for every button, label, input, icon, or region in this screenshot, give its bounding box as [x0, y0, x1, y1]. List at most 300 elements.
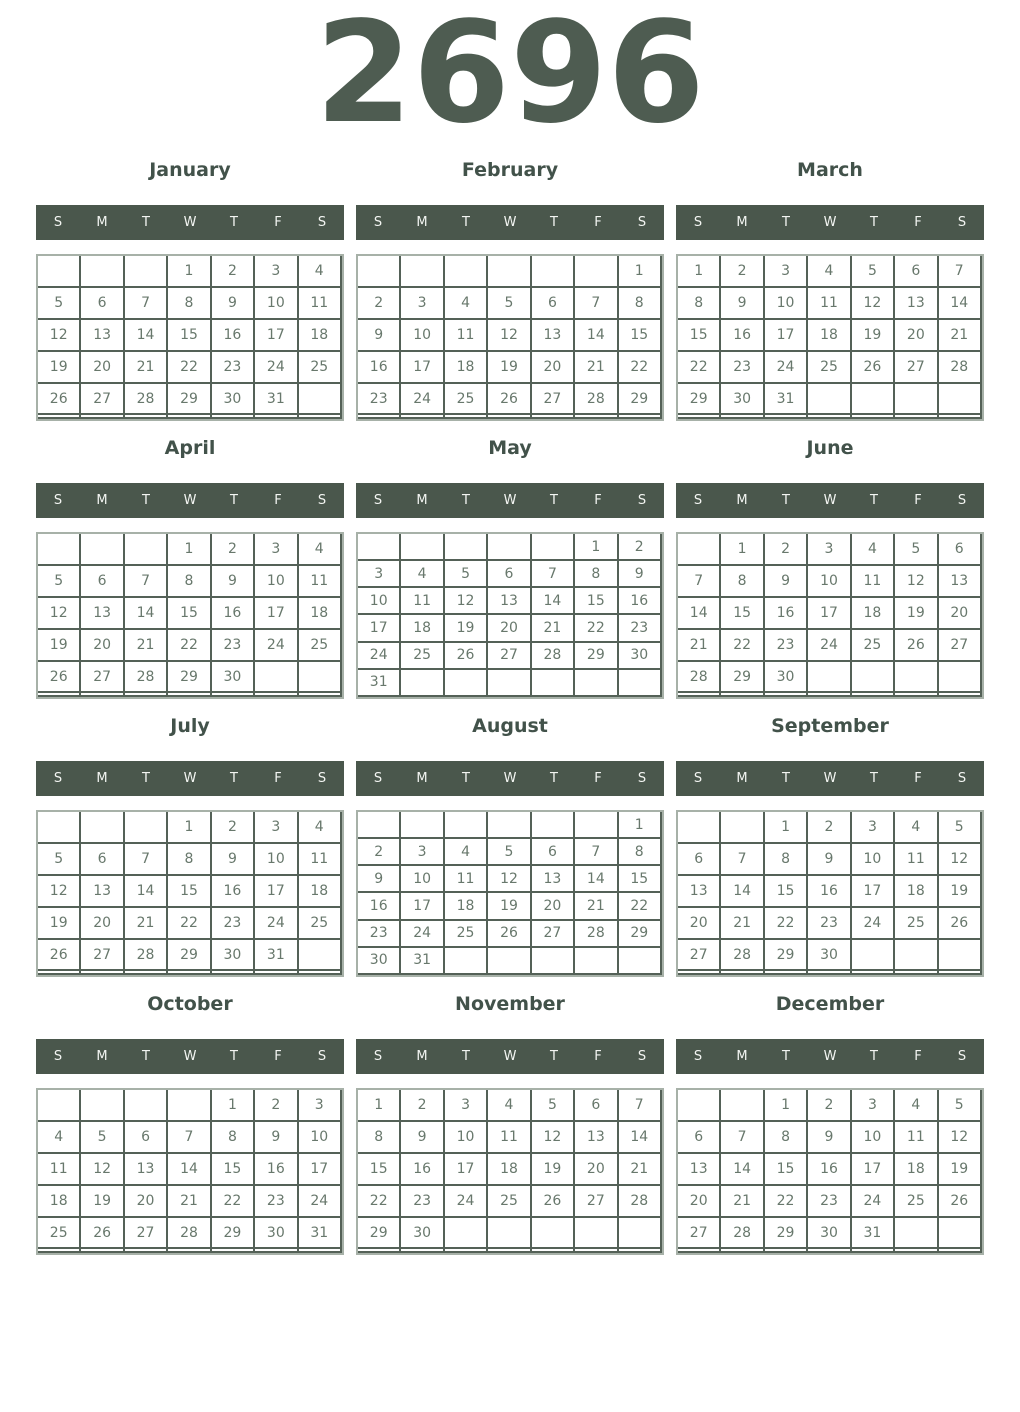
- day-cell: 23: [808, 1186, 851, 1218]
- day-cell: 3: [852, 1090, 895, 1122]
- weekday-label: F: [274, 215, 282, 230]
- empty-day-cell: [852, 384, 895, 416]
- week-row: [678, 908, 982, 940]
- day-cell: 8: [619, 839, 662, 866]
- day-cell: 4: [808, 256, 851, 288]
- day-cell: 19: [895, 598, 938, 630]
- day-cell: 1: [765, 812, 808, 844]
- weekday-label: M: [416, 1049, 428, 1064]
- month-date-grid: [36, 532, 344, 699]
- week-row: [678, 812, 982, 844]
- day-cell: 7: [678, 566, 721, 598]
- day-cell: 26: [38, 384, 81, 416]
- day-cell: 17: [401, 893, 444, 920]
- day-cell: 29: [168, 940, 211, 972]
- weekday-label: S: [957, 1049, 967, 1064]
- month-date-grid: [356, 1088, 664, 1255]
- day-cell: 21: [939, 320, 982, 352]
- empty-day-cell: [939, 384, 982, 416]
- week-row: [358, 893, 662, 920]
- empty-day-cell: [532, 948, 575, 975]
- empty-day-cell: [168, 693, 211, 697]
- weekday-label: M: [736, 771, 748, 786]
- empty-day-cell: [575, 670, 618, 697]
- day-cell: 14: [678, 598, 721, 630]
- month-date-grid-body: [358, 534, 662, 697]
- day-cell: 15: [168, 876, 211, 908]
- day-cell: 18: [401, 615, 444, 642]
- day-cell: 30: [721, 384, 764, 416]
- day-cell: 3: [255, 812, 298, 844]
- week-row: [678, 415, 982, 419]
- empty-day-cell: [299, 384, 342, 416]
- empty-day-cell: [358, 812, 401, 839]
- day-cell: 4: [895, 812, 938, 844]
- day-cell: 23: [212, 908, 255, 940]
- day-cell: 13: [81, 876, 124, 908]
- day-cell: 14: [575, 866, 618, 893]
- empty-day-cell: [895, 662, 938, 694]
- day-cell: 11: [445, 866, 488, 893]
- day-cell: 19: [532, 1154, 575, 1186]
- day-cell: 26: [852, 352, 895, 384]
- month-title: December: [775, 993, 885, 1015]
- empty-day-cell: [358, 534, 401, 561]
- week-row: [358, 288, 662, 320]
- weekday-label: T: [230, 215, 238, 230]
- day-cell: 27: [81, 940, 124, 972]
- day-cell: 16: [619, 588, 662, 615]
- weekday-label: S: [317, 1049, 327, 1064]
- day-cell: 7: [721, 844, 764, 876]
- day-cell: 20: [678, 908, 721, 940]
- day-cell: 4: [895, 1090, 938, 1122]
- empty-day-cell: [445, 812, 488, 839]
- month-date-grid: [676, 254, 984, 421]
- week-row: [38, 1186, 342, 1218]
- week-row: [678, 534, 982, 566]
- month-date-grid: [36, 254, 344, 421]
- day-cell: 13: [678, 876, 721, 908]
- day-cell: 21: [125, 630, 168, 662]
- week-row: [38, 288, 342, 320]
- empty-day-cell: [488, 812, 531, 839]
- weekday-label: T: [782, 493, 790, 508]
- day-cell: 22: [765, 1186, 808, 1218]
- week-row: [358, 1122, 662, 1154]
- month-date-grid-body: [358, 1090, 662, 1253]
- empty-day-cell: [678, 693, 721, 697]
- day-cell: 13: [81, 598, 124, 630]
- day-cell: 7: [168, 1122, 211, 1154]
- empty-day-cell: [765, 971, 808, 975]
- day-cell: 7: [575, 839, 618, 866]
- day-cell: 28: [575, 384, 618, 416]
- day-cell: 20: [81, 908, 124, 940]
- day-cell: 29: [619, 921, 662, 948]
- weekday-label: T: [462, 215, 470, 230]
- day-cell: 7: [125, 844, 168, 876]
- day-cell: 24: [401, 921, 444, 948]
- month-date-grid-body: [38, 1090, 342, 1253]
- month-date-grid-body: [678, 256, 982, 419]
- empty-day-cell: [125, 693, 168, 697]
- weekday-label: S: [53, 493, 63, 508]
- day-cell: 11: [808, 288, 851, 320]
- day-cell: 28: [168, 1218, 211, 1250]
- day-cell: 2: [619, 534, 662, 561]
- day-cell: 22: [168, 908, 211, 940]
- empty-day-cell: [125, 256, 168, 288]
- day-cell: 9: [212, 566, 255, 598]
- day-cell: 8: [168, 844, 211, 876]
- day-cell: 11: [895, 844, 938, 876]
- day-cell: 25: [445, 921, 488, 948]
- day-cell: 5: [488, 839, 531, 866]
- day-cell: 15: [619, 866, 662, 893]
- day-cell: 29: [678, 384, 721, 416]
- day-cell: 9: [808, 1122, 851, 1154]
- empty-day-cell: [168, 1090, 211, 1122]
- day-cell: 11: [488, 1122, 531, 1154]
- day-cell: 3: [401, 839, 444, 866]
- day-cell: 30: [255, 1218, 298, 1250]
- empty-day-cell: [38, 256, 81, 288]
- weekday-label: T: [782, 771, 790, 786]
- day-cell: 1: [168, 534, 211, 566]
- month-date-grid-body: [358, 812, 662, 975]
- empty-day-cell: [299, 971, 342, 975]
- week-row: [678, 630, 982, 662]
- empty-day-cell: [81, 415, 124, 419]
- day-cell: 23: [358, 384, 401, 416]
- empty-day-cell: [678, 812, 721, 844]
- week-row: [38, 630, 342, 662]
- empty-day-cell: [81, 534, 124, 566]
- weekday-label: M: [736, 1049, 748, 1064]
- month-title: January: [149, 159, 231, 181]
- day-cell: 5: [81, 1122, 124, 1154]
- week-row: [358, 1154, 662, 1186]
- weekday-header-row: [356, 761, 664, 796]
- day-cell: 1: [575, 534, 618, 561]
- day-cell: 14: [721, 876, 764, 908]
- empty-day-cell: [678, 534, 721, 566]
- weekday-label: S: [373, 771, 383, 786]
- weekday-label: S: [317, 493, 327, 508]
- empty-day-cell: [575, 256, 618, 288]
- weekday-label: F: [594, 771, 602, 786]
- month-title: April: [164, 437, 216, 459]
- day-cell: 12: [38, 598, 81, 630]
- day-cell: 22: [619, 893, 662, 920]
- empty-day-cell: [575, 812, 618, 839]
- empty-day-cell: [532, 256, 575, 288]
- day-cell: 4: [299, 256, 342, 288]
- day-cell: 21: [532, 615, 575, 642]
- day-cell: 7: [125, 288, 168, 320]
- weekday-label: S: [373, 215, 383, 230]
- empty-day-cell: [895, 940, 938, 972]
- empty-day-cell: [852, 415, 895, 419]
- empty-day-cell: [38, 534, 81, 566]
- day-cell: 29: [168, 384, 211, 416]
- weekday-label: T: [142, 771, 150, 786]
- empty-day-cell: [38, 971, 81, 975]
- month-title: June: [806, 437, 854, 459]
- week-row: [678, 1218, 982, 1250]
- weekday-label: T: [870, 493, 878, 508]
- week-row: [358, 615, 662, 642]
- weekday-label: T: [782, 1049, 790, 1064]
- day-cell: 26: [81, 1218, 124, 1250]
- day-cell: 1: [168, 256, 211, 288]
- empty-day-cell: [38, 1249, 81, 1253]
- weekday-label: W: [823, 493, 837, 508]
- day-cell: 26: [38, 940, 81, 972]
- week-row: [678, 1122, 982, 1154]
- day-cell: 10: [299, 1122, 342, 1154]
- day-cell: 24: [852, 908, 895, 940]
- weekday-label: S: [637, 493, 647, 508]
- week-row: [358, 1218, 662, 1250]
- day-cell: 4: [445, 839, 488, 866]
- day-cell: 17: [299, 1154, 342, 1186]
- month-block: [36, 713, 344, 977]
- weekday-label: W: [183, 1049, 197, 1064]
- day-cell: 26: [532, 1186, 575, 1218]
- empty-day-cell: [852, 662, 895, 694]
- day-cell: 12: [852, 288, 895, 320]
- weekday-header-row: [36, 761, 344, 796]
- weekday-header-row: [36, 1039, 344, 1074]
- day-cell: 31: [255, 384, 298, 416]
- day-cell: 1: [619, 812, 662, 839]
- day-cell: 14: [939, 288, 982, 320]
- day-cell: 26: [38, 662, 81, 694]
- day-cell: 27: [895, 352, 938, 384]
- week-row: [678, 1249, 982, 1253]
- weekday-label: F: [594, 215, 602, 230]
- day-cell: 18: [895, 876, 938, 908]
- week-row: [38, 1122, 342, 1154]
- day-cell: 28: [678, 662, 721, 694]
- day-cell: 22: [168, 630, 211, 662]
- day-cell: 30: [808, 940, 851, 972]
- week-row: [38, 256, 342, 288]
- day-cell: 28: [532, 643, 575, 670]
- empty-day-cell: [808, 971, 851, 975]
- day-cell: 9: [358, 866, 401, 893]
- day-cell: 4: [38, 1122, 81, 1154]
- month-date-grid: [356, 254, 664, 421]
- day-cell: 11: [445, 320, 488, 352]
- day-cell: 28: [125, 940, 168, 972]
- empty-day-cell: [852, 971, 895, 975]
- empty-day-cell: [401, 415, 444, 419]
- day-cell: 21: [125, 352, 168, 384]
- empty-day-cell: [721, 1249, 764, 1253]
- day-cell: 22: [721, 630, 764, 662]
- weekday-label: W: [183, 771, 197, 786]
- empty-day-cell: [255, 415, 298, 419]
- day-cell: 31: [765, 384, 808, 416]
- day-cell: 19: [38, 908, 81, 940]
- day-cell: 3: [765, 256, 808, 288]
- weekday-label: F: [914, 215, 922, 230]
- day-cell: 23: [619, 615, 662, 642]
- day-cell: 8: [168, 288, 211, 320]
- day-cell: 9: [765, 566, 808, 598]
- day-cell: 17: [255, 598, 298, 630]
- day-cell: 6: [895, 256, 938, 288]
- weekday-label: S: [693, 1049, 703, 1064]
- empty-day-cell: [619, 1249, 662, 1253]
- empty-day-cell: [721, 693, 764, 697]
- empty-day-cell: [575, 415, 618, 419]
- day-cell: 21: [619, 1154, 662, 1186]
- month-date-grid-body: [358, 256, 662, 419]
- day-cell: 7: [532, 561, 575, 588]
- day-cell: 15: [721, 598, 764, 630]
- empty-day-cell: [721, 415, 764, 419]
- day-cell: 18: [445, 893, 488, 920]
- day-cell: 31: [299, 1218, 342, 1250]
- day-cell: 13: [575, 1122, 618, 1154]
- day-cell: 6: [532, 839, 575, 866]
- day-cell: 2: [721, 256, 764, 288]
- month-block: [356, 157, 664, 421]
- day-cell: 24: [401, 384, 444, 416]
- empty-day-cell: [81, 1249, 124, 1253]
- day-cell: 5: [852, 256, 895, 288]
- day-cell: 4: [445, 288, 488, 320]
- empty-day-cell: [125, 1090, 168, 1122]
- week-row: [678, 1186, 982, 1218]
- empty-day-cell: [895, 1218, 938, 1250]
- week-row: [358, 812, 662, 839]
- weekday-label: W: [503, 493, 517, 508]
- month-title: July: [170, 715, 210, 737]
- month-date-grid: [36, 1088, 344, 1255]
- day-cell: 31: [255, 940, 298, 972]
- week-row: [38, 415, 342, 419]
- day-cell: 22: [619, 352, 662, 384]
- day-cell: 6: [81, 844, 124, 876]
- day-cell: 13: [895, 288, 938, 320]
- day-cell: 20: [81, 352, 124, 384]
- empty-day-cell: [125, 971, 168, 975]
- day-cell: 15: [678, 320, 721, 352]
- weekday-label: T: [782, 215, 790, 230]
- day-cell: 17: [358, 615, 401, 642]
- month-title: August: [472, 715, 548, 737]
- day-cell: 28: [721, 1218, 764, 1250]
- day-cell: 1: [721, 534, 764, 566]
- weekday-label: T: [870, 1049, 878, 1064]
- day-cell: 13: [488, 588, 531, 615]
- day-cell: 29: [212, 1218, 255, 1250]
- week-row: [38, 352, 342, 384]
- week-row: [358, 534, 662, 561]
- day-cell: 23: [721, 352, 764, 384]
- day-cell: 19: [38, 630, 81, 662]
- weekday-header-row: [36, 205, 344, 240]
- empty-day-cell: [852, 1249, 895, 1253]
- weekday-label: F: [594, 1049, 602, 1064]
- day-cell: 30: [765, 662, 808, 694]
- day-cell: 15: [765, 1154, 808, 1186]
- empty-day-cell: [488, 1249, 531, 1253]
- day-cell: 23: [401, 1186, 444, 1218]
- empty-day-cell: [532, 670, 575, 697]
- weekday-label: W: [503, 215, 517, 230]
- day-cell: 13: [939, 566, 982, 598]
- day-cell: 18: [895, 1154, 938, 1186]
- day-cell: 29: [619, 384, 662, 416]
- weekday-label: S: [957, 215, 967, 230]
- empty-day-cell: [81, 812, 124, 844]
- week-row: [38, 566, 342, 598]
- day-cell: 12: [488, 320, 531, 352]
- day-cell: 2: [255, 1090, 298, 1122]
- day-cell: 27: [532, 921, 575, 948]
- empty-day-cell: [678, 971, 721, 975]
- day-cell: 12: [895, 566, 938, 598]
- day-cell: 16: [212, 598, 255, 630]
- day-cell: 3: [808, 534, 851, 566]
- day-cell: 2: [212, 812, 255, 844]
- day-cell: 9: [808, 844, 851, 876]
- day-cell: 25: [401, 643, 444, 670]
- day-cell: 6: [81, 288, 124, 320]
- day-cell: 23: [808, 908, 851, 940]
- empty-day-cell: [401, 812, 444, 839]
- day-cell: 18: [38, 1186, 81, 1218]
- empty-day-cell: [532, 812, 575, 839]
- day-cell: 17: [401, 352, 444, 384]
- week-row: [358, 352, 662, 384]
- day-cell: 10: [401, 866, 444, 893]
- day-cell: 5: [939, 1090, 982, 1122]
- day-cell: 25: [488, 1186, 531, 1218]
- empty-day-cell: [721, 971, 764, 975]
- day-cell: 12: [532, 1122, 575, 1154]
- day-cell: 27: [939, 630, 982, 662]
- week-row: [358, 588, 662, 615]
- day-cell: 2: [808, 812, 851, 844]
- day-cell: 16: [255, 1154, 298, 1186]
- week-row: [678, 320, 982, 352]
- day-cell: 8: [765, 844, 808, 876]
- day-cell: 9: [721, 288, 764, 320]
- day-cell: 16: [212, 876, 255, 908]
- weekday-label: W: [503, 771, 517, 786]
- day-cell: 4: [401, 561, 444, 588]
- week-row: [38, 971, 342, 975]
- day-cell: 5: [488, 288, 531, 320]
- empty-day-cell: [939, 1249, 982, 1253]
- month-date-grid: [36, 810, 344, 977]
- empty-day-cell: [125, 534, 168, 566]
- empty-day-cell: [168, 971, 211, 975]
- weekday-label: T: [870, 215, 878, 230]
- weekday-label: W: [823, 215, 837, 230]
- weekday-label: W: [183, 215, 197, 230]
- day-cell: 8: [619, 288, 662, 320]
- day-cell: 5: [895, 534, 938, 566]
- weekday-label: M: [736, 493, 748, 508]
